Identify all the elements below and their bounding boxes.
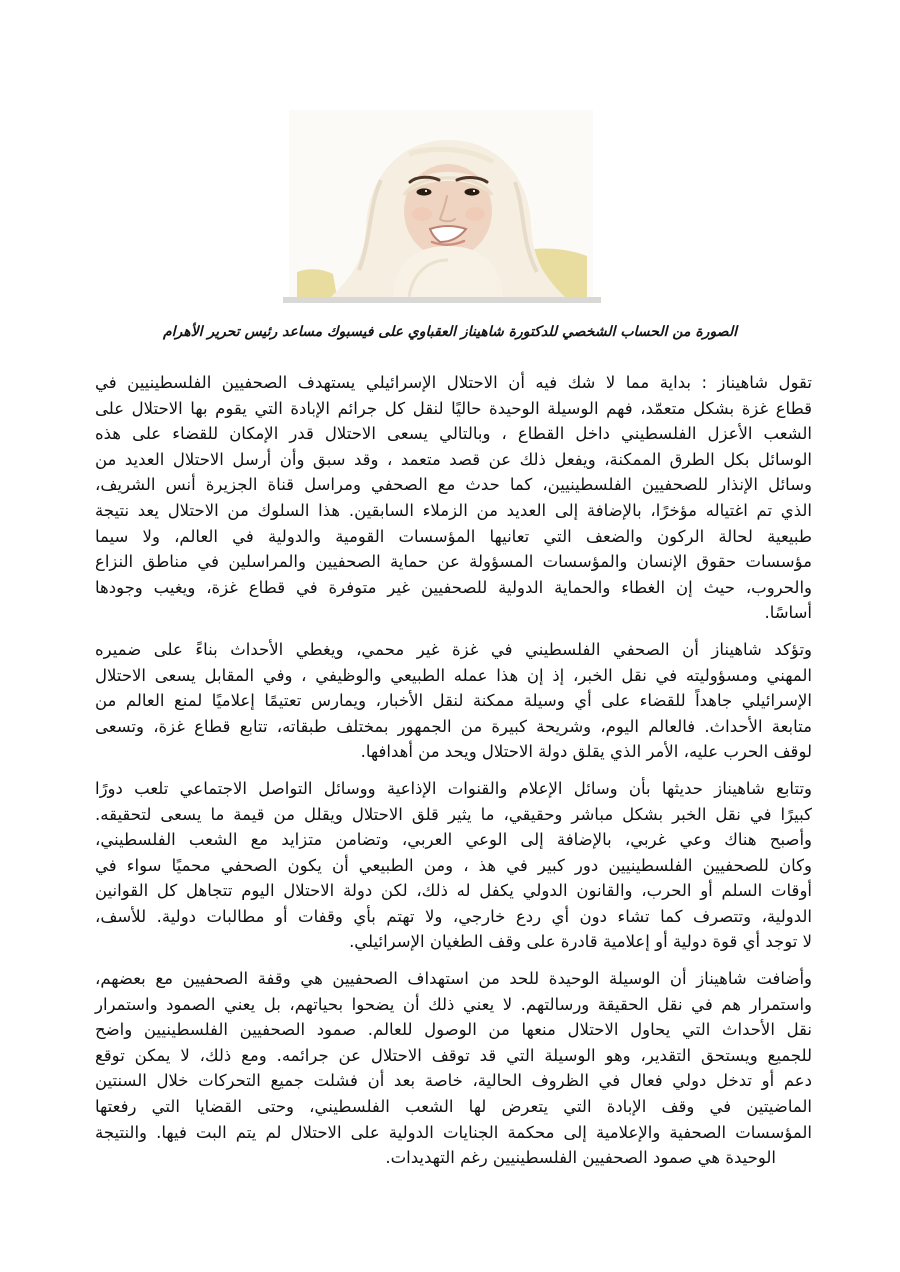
text-line: الوسائل بكل الطرق الممكنة، ويفعل ذلك عن قصد متعمد ، وقد سبق وأن أرسل الاحتلال العديد من	[95, 449, 812, 469]
article-body	[95, 370, 812, 1182]
text-line: الإسرائيلي جاهداً للقضاء على أي وسيلة ممكنة لنقل الأخبار، ويمارس تعتيمًا إعلاميًا لمنع العالم من	[95, 691, 812, 711]
text-line: وأضافت شاهيناز أن الوسيلة الوحيدة للحد من استهداف الصحفيين هي وقفة الصحفيين مع بعضهم،	[95, 969, 812, 989]
text-line: لوقف الحرب عليه، الأمر الذي يقلق دولة الاحتلال ويحد من أهدافها.	[360, 742, 812, 762]
text-line: قطاع غزة بشكل متعمّد، فهم الوسيلة الوحيدة حاليًا لنقل كل جرائم الإبادة التي يقوم بها الاحتلال على	[95, 398, 812, 418]
text-line: الدولية، وتتصرف كما تشاء دون أي ردع خارجي، ولا تهتم بأي وقفات أو مطالبات دولية. للأسف،	[95, 906, 812, 926]
text-line: تقول شاهيناز : بداية مما لا شك فيه أن الاحتلال الإسرائيلي يستهدف الصحفيين الفلسطينيين في	[95, 373, 812, 392]
paragraph	[95, 370, 812, 626]
text-line: لا توجد أي قوة دولية أو إعلامية قادرة على وقف الطغيان الإسرائيلي.	[349, 932, 812, 952]
text-line: متابعة الأحداث. فالعالم اليوم، وشريحة كبيرة من الجمهور بمختلف طبقاته، تتابع قطاع غزة، وتسعى	[95, 716, 812, 736]
text-line: نقل الأحداث التي يحاول الاحتلال منعها من الوصول للعالم. صمود الصحفيين الفلسطينيين واضح	[95, 1020, 812, 1040]
photo-caption: الصورة من الحساب الشخصي للدكتورة شاهيناز العقباوي على فيسبوك مساعد رئيس تحرير الأهرام	[163, 324, 737, 340]
text-line: وأصبح هناك وعي غربي، بالإضافة إلى الوعي العربي، وتضامن متزايد مع الشعب الفلسطيني،	[95, 830, 812, 850]
paragraph	[95, 966, 812, 1171]
text-line: أساسًا.	[764, 603, 812, 623]
text-line: كبيرًا في نقل الخبر بشكل مباشر وحقيقي، ما يثير قلق الاحتلال ويقلل من قيمة ما يسعى لتحقيقه.	[95, 804, 812, 824]
text-line: وتتابع شاهيناز حديثها بأن وسائل الإعلام والقنوات الإذاعية ووسائل التواصل الاجتماعي تلعب دورًا	[95, 778, 812, 798]
text-line: مؤسسات حقوق الإنسان والمؤسسات المسؤولة عن حماية الصحفيين والمراسلين في مناطق النزاع	[95, 552, 812, 572]
text-line: الذي تم اغتياله مؤخرًا، بالإضافة إلى العديد من الزملاء السابقين. هذا السلوك من الاحتلال يعد نتيجة	[95, 500, 812, 520]
text-line: وتؤكد شاهيناز أن الصحفي الفلسطيني في غزة غير محمي، ويغطي الأحداث بناءً على ضميره	[95, 639, 812, 659]
text-line: دعم أو تدخل دولي فعال في الظروف الحالية، خاصة بعد أن فشلت جميع التحركات خلال السنتين	[95, 1071, 812, 1091]
text-line: واستمرار هم في نقل الحقيقة ورسالتهم. لا يعني ذلك أن يضحوا بحياتهم، بل يعني الصمود واستمرار	[95, 994, 812, 1014]
portrait-photo	[289, 110, 593, 297]
paragraph	[95, 776, 812, 955]
text-line: والحروب، حيث إن الغطاء والحماية الدولية للصحفيين غير متوفرة في قطاع غزة، ويغيب وجودها	[95, 577, 812, 597]
text-line: الشعب الأعزل الفلسطيني داخل القطاع ، وبالتالي يسعى الاحتلال قدر الإمكان للقضاء على هذه	[95, 424, 812, 444]
text-line: الوحيدة هي صمود الصحفيين الفلسطينيين رغم التهديدات.	[385, 1148, 776, 1168]
text-line: المهني ومسؤوليته في نقل الخبر، إذ إن هذا عمله الطبيعي والوظيفي ، وفي المقابل يسعى الاحتلال	[95, 665, 812, 685]
text-line: للجميع ويستحق التقدير، وهو الوسيلة التي قد توقف الاحتلال عن جرائمه. ومع ذلك، لا يمكن توقع	[95, 1045, 812, 1065]
text-line: المؤسسات الصحفية والإعلامية إلى محكمة الجنايات الدولية على الاحتلال لم يتم البت فيها. والنتيجة	[95, 1122, 812, 1142]
text-line: الماضيتين في وقف الإبادة التي يتعرض لها الشعب الفلسطيني، وحتى القضايا التي رفعتها	[95, 1097, 812, 1117]
photo-bottom-border	[283, 297, 601, 303]
portrait-photo-drawing	[289, 110, 593, 297]
text-line: أوقات السلم أو الحرب، والقانون الدولي يكفل له ذلك، لكن دولة الاحتلال اليوم تتجاهل كل القوانين	[95, 881, 812, 901]
text-line: وسائل الإنذار للصحفيين الفلسطينيين، كما حدث مع الصحفي ومراسل قناة الجزيرة أنس الشريف،	[95, 475, 812, 495]
text-line: وكان للصحفيين الفلسطينيين دور كبير في هذ ، ومن الطبيعي أن يكون الصحفي محميًا سواء في	[95, 855, 812, 875]
paragraph	[95, 637, 812, 765]
text-line: طبيعية لحالة الركون والضعف التي تعانيها المؤسسات القومية والدولية في العالم، ولا سيما	[95, 526, 812, 546]
